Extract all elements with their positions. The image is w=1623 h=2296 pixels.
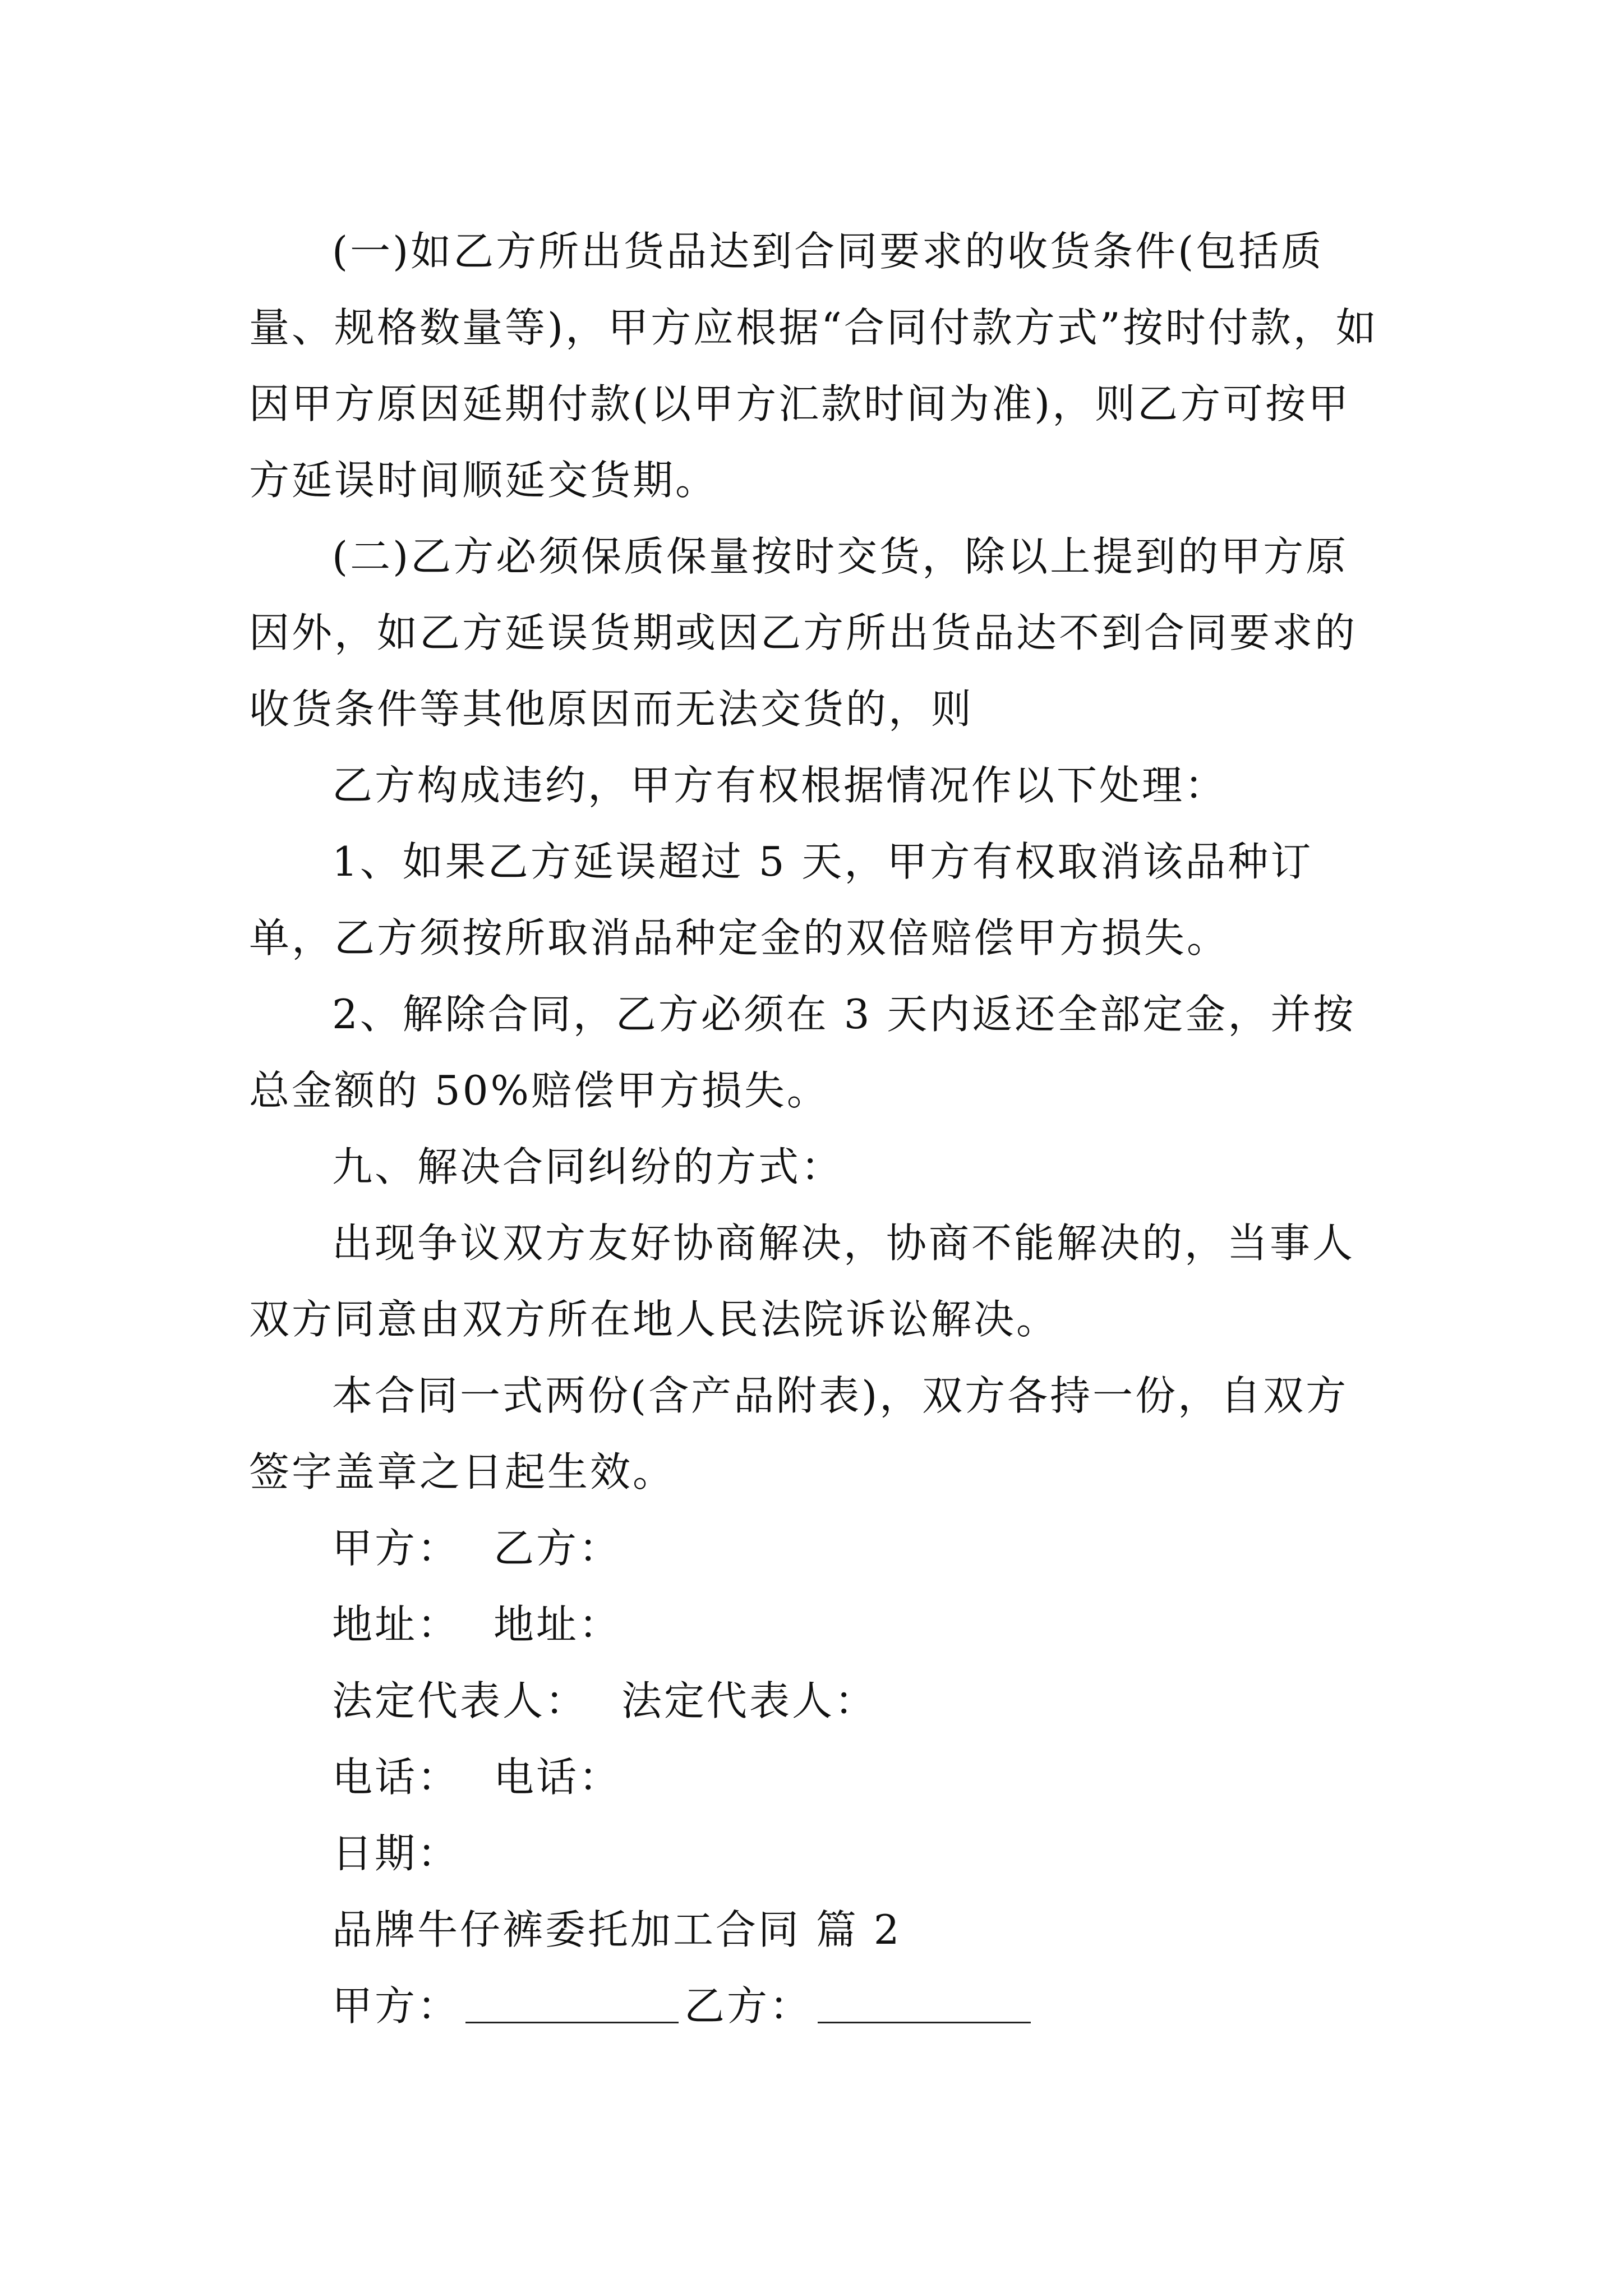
next-party-b-label: 乙方： xyxy=(684,1982,813,2030)
date-label: 日期： xyxy=(332,1830,460,1877)
clause-payment-paragraph: (一)如乙方所出货品达到合同要求的收货条件(包括质量、规格数量等)，甲方应根据“合同付款方式”按时付款，如因甲方原因延期付款(以甲方汇款时间为准)，则乙方可按甲方延误时间顺延交货期。 xyxy=(249,228,1378,504)
dispute-heading: 九、解决合同纠纷的方式： xyxy=(332,1143,844,1190)
party-b-blank-line xyxy=(818,2016,1031,2023)
address-a-label: 地址： xyxy=(332,1601,460,1648)
clause-delivery-paragraph: (二)乙方必须保质保量按时交货，除以上提到的甲方原因外，如乙方延误货期或因乙方所出货品达不到合同要求的收货条件等其他原因而无法交货的，则 xyxy=(249,533,1358,733)
effect-paragraph: 本合同一式两份(含产品附表)，双方各持一份，自双方签字盖章之日起生效。 xyxy=(249,1372,1349,1496)
party-a-label: 甲方： xyxy=(332,1525,460,1572)
party-b-label: 乙方： xyxy=(494,1525,622,1572)
breach-item-2: 2、解除合同，乙方必须在 3 天内返还全部定金，并按总金额的 50%赔偿甲方损失。 xyxy=(249,991,1356,1114)
next-party-a-label: 甲方： xyxy=(332,1982,460,2030)
representative-a-label: 法定代表人： xyxy=(332,1677,588,1724)
signature-address-line xyxy=(249,1586,1387,1663)
signature-date-line xyxy=(249,1815,1387,1892)
signature-representative-line xyxy=(249,1663,1387,1739)
party-a-blank-line xyxy=(465,2016,679,2023)
phone-b-label: 电话： xyxy=(494,1754,622,1801)
next-section-title: 品牌牛仔裤委托加工合同 篇 2 xyxy=(332,1906,902,1953)
breach-intro-paragraph: 乙方构成违约，甲方有权根据情况作以下处理： xyxy=(332,762,1228,809)
breach-item-1: 1、如果乙方延误超过 5 天，甲方有权取消该品种订单，乙方须按所取消品种定金的双倍赔偿甲方损失。 xyxy=(249,838,1313,961)
phone-a-label: 电话： xyxy=(332,1754,460,1801)
representative-b-label: 法定代表人： xyxy=(621,1677,878,1724)
signature-party-line xyxy=(249,1510,1387,1586)
dispute-paragraph: 出现争议双方友好协商解决，协商不能解决的，当事人双方同意由双方所在地人民法院诉讼解决。 xyxy=(249,1220,1355,1343)
signature-phone-line xyxy=(249,1739,1387,1815)
next-section-party-line xyxy=(249,1968,1387,2044)
address-b-label: 地址： xyxy=(494,1601,622,1648)
document-body xyxy=(249,213,1387,2044)
